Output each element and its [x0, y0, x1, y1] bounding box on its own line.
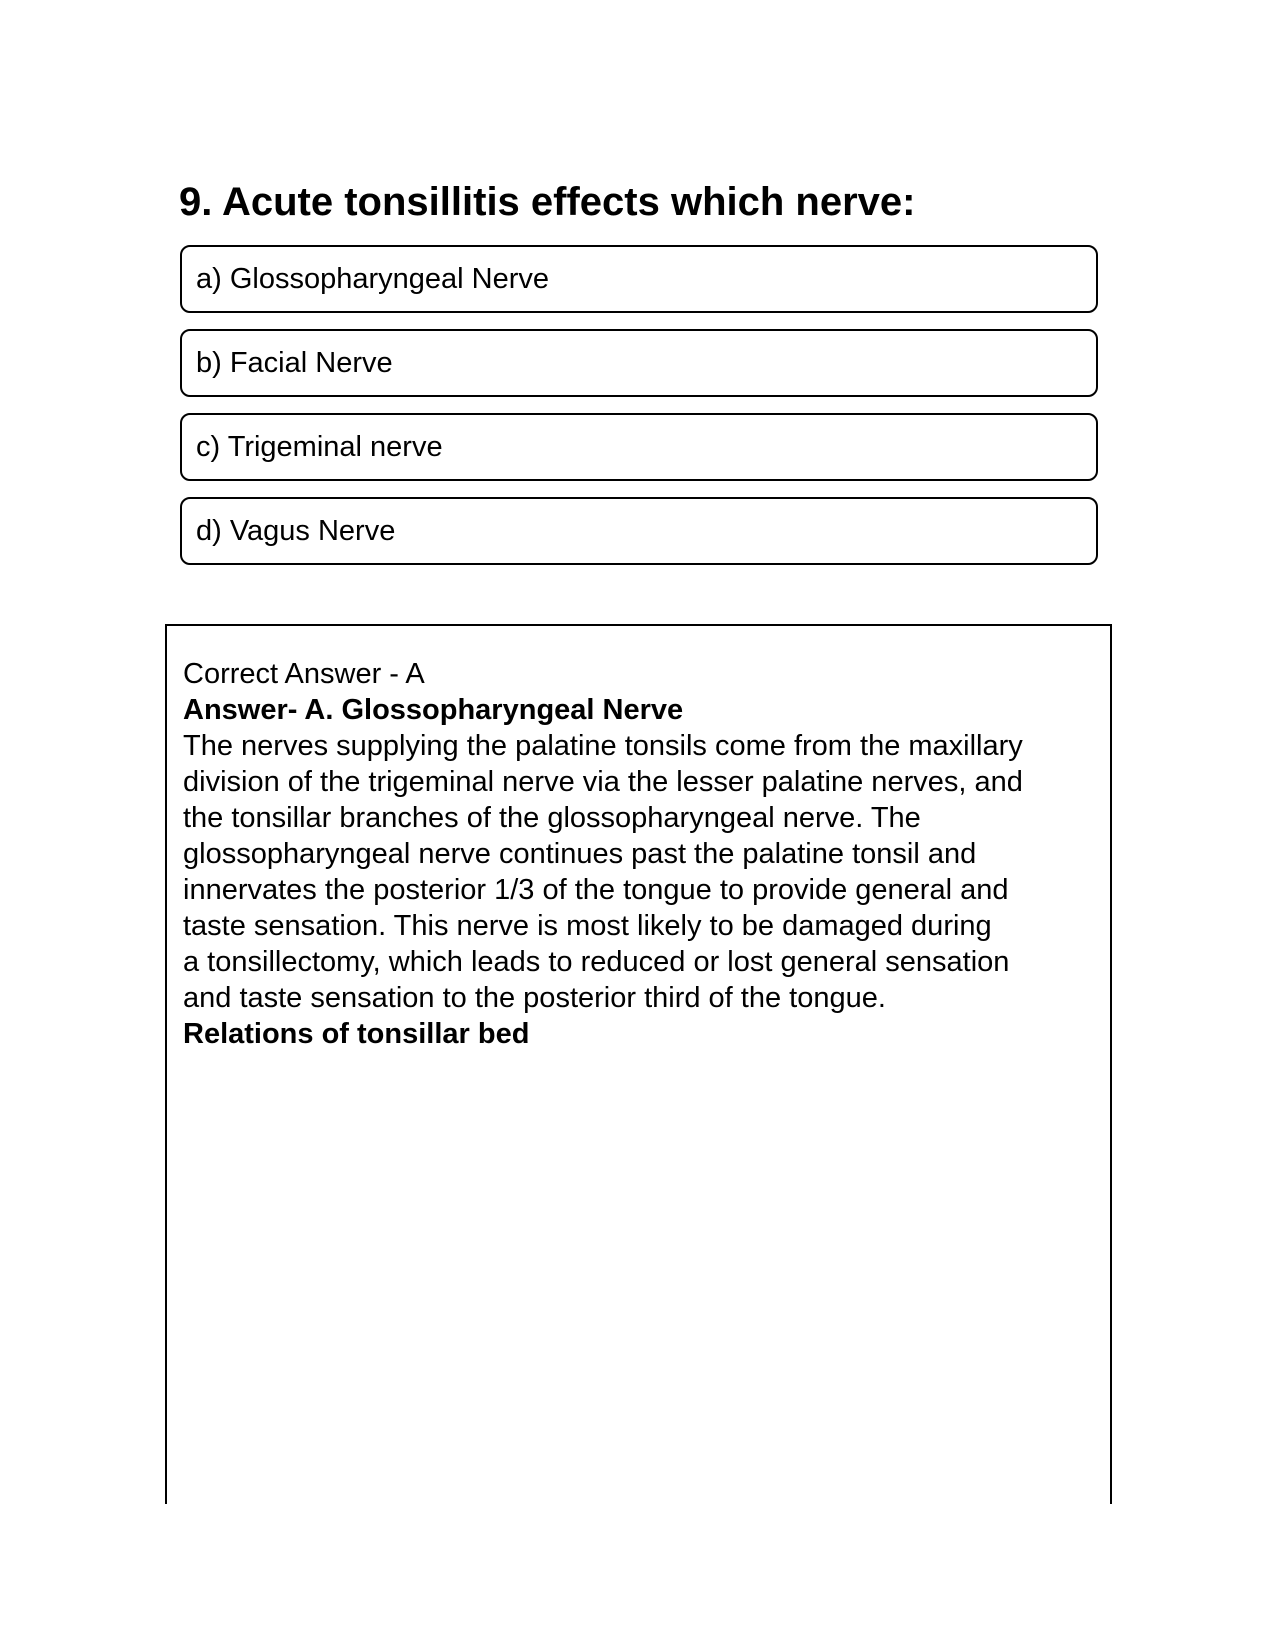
answer-content [183, 656, 1093, 1052]
explanation-line: and taste sensation to the posterior third of the tongue. [183, 982, 886, 1014]
tonsillar-bed-heading: Relations of tonsillar bed [183, 1018, 530, 1050]
answer-box [165, 624, 1112, 1504]
explanation-line: the tonsillar branches of the glossopharyngeal nerve. The [183, 802, 921, 834]
explanation-line: The nerves supplying the palatine tonsils come from the maxillary [183, 730, 1023, 762]
option-a[interactable]: a) Glossopharyngeal Nerve [180, 245, 1098, 313]
explanation-line: taste sensation. This nerve is most likely to be damaged during [183, 910, 992, 942]
question-title: 9. Acute tonsillitis effects which nerve: [179, 180, 916, 224]
answer-heading: Answer- A. Glossopharyngeal Nerve [183, 694, 684, 726]
explanation-line: innervates the posterior 1/3 of the tongue to provide general and [183, 874, 1009, 906]
option-b[interactable]: b) Facial Nerve [180, 329, 1098, 397]
explanation-line: a tonsillectomy, which leads to reduced or lost general sensation [183, 946, 1010, 978]
options-list [180, 245, 1098, 581]
option-d[interactable]: d) Vagus Nerve [180, 497, 1098, 565]
option-c[interactable]: c) Trigeminal nerve [180, 413, 1098, 481]
explanation-line: glossopharyngeal nerve continues past the palatine tonsil and [183, 838, 977, 870]
correct-answer-line: Correct Answer - A [183, 658, 425, 690]
explanation-line: division of the trigeminal nerve via the lesser palatine nerves, and [183, 766, 1023, 798]
